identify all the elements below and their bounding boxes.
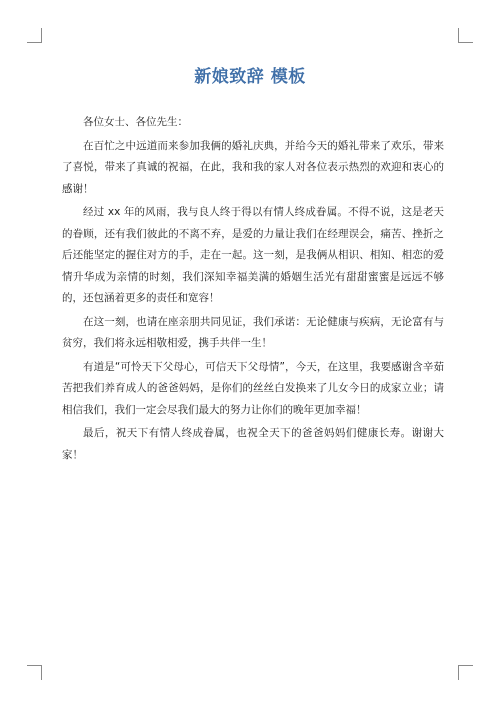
page-corner-mark-bottom-left <box>27 665 42 680</box>
page-corner-mark-bottom-right <box>458 665 473 680</box>
page-corner-mark-top-right <box>458 28 473 43</box>
paragraph-5: 最后，祝天下有情人终成眷属，也祝全天下的爸爸妈妈们健康长寿。谢谢大家！ <box>62 427 444 461</box>
salutation: 各位女士、各位先生： <box>83 116 188 128</box>
paragraph-4: 有道是“可怜天下父母心，可信天下父母情”，今天，在这里，我要感谢含辛茹苦把我们养育成人的爸爸妈妈，是你们的丝丝白发换来了儿女今日的成家立业；请相信我们，我们一定会尽我们最大的努力让你们的晚年更加幸福！ <box>62 360 444 416</box>
paragraph-3: 在这一刻，也请在座亲朋共同见证，我们承诺：无论健康与疾病，无论富有与贫穷，我们将永远相敬相爱，携手共伴一生！ <box>62 315 444 349</box>
paragraph-2: 经过 xx 年的风雨，我与良人终于得以有情人终成眷属。不得不说，这是老天的眷顾，还有我们彼此的不离不弃，是爱的力量让我们在经理误会，痛苦、挫折之后还能坚定的握住对方的手，走在一起。这一刻，是我俩从相识、相知、相恋的爱情升华成为亲情的时刻，我们深知幸福美满的婚姻生活光有甜甜蜜蜜是远远不够的，还包涵着更多的责任和宽容！ <box>62 206 444 304</box>
document-title: 新娘致辞 模板 <box>194 67 306 87</box>
page-corner-mark-top-left <box>27 28 42 43</box>
paragraph-1: 在百忙之中远道而来参加我俩的婚礼庆典，并给今天的婚礼带来了欢乐，带来了喜悦，带来了真诚的祝福，在此，我和我的家人对各位表示热烈的欢迎和衷心的感谢！ <box>62 139 444 195</box>
document-body <box>62 112 444 468</box>
